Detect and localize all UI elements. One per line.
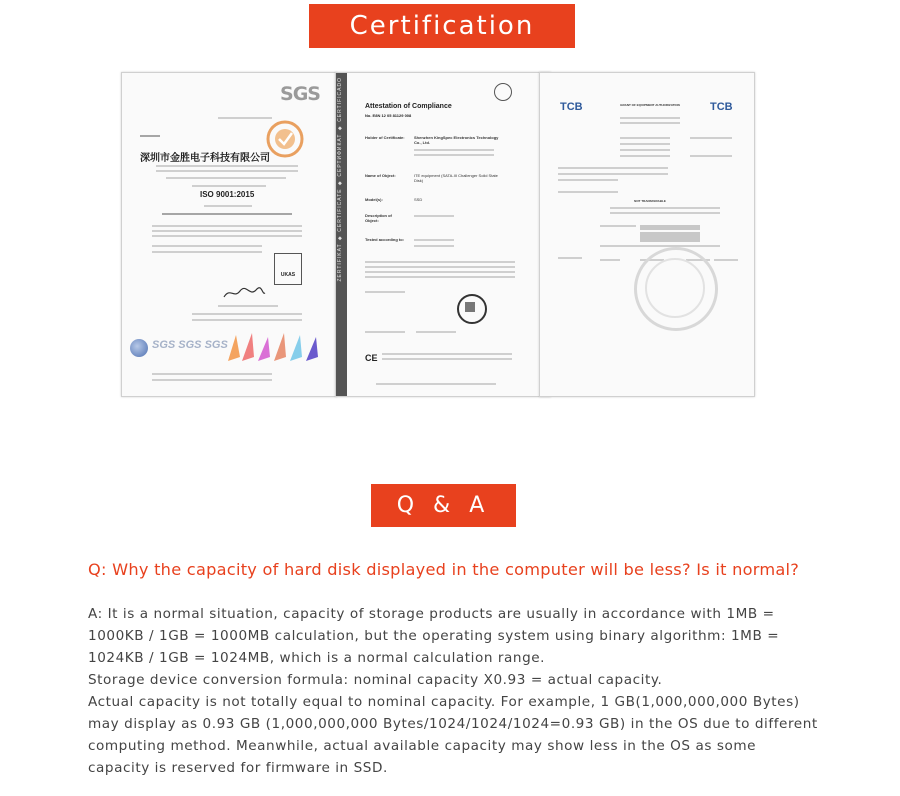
tuv-side-strip: ZERTIFIKAT ◆ CERTIFICATE ◆ СЕРТИФИКАТ ◆ CERTIFICADO xyxy=(336,73,347,396)
tuv-badge-icon xyxy=(494,83,512,101)
object-value: ITE equipment (SATA-III Challenger Solid State Disk) xyxy=(414,173,498,183)
models-label: Model(s): xyxy=(365,197,383,202)
tcb-right-mark: TCB xyxy=(710,101,733,113)
certification-banner: Certification xyxy=(309,4,575,48)
iso-standard: ISO 9001:2015 xyxy=(200,190,255,199)
signature-icon xyxy=(222,285,266,301)
models-value: SSD xyxy=(414,197,423,202)
ukas-mark: UKAS xyxy=(274,253,302,285)
sgs-iso-certificate xyxy=(121,72,337,397)
tested-label: Tested according to: xyxy=(365,237,405,242)
answer-paragraph-2: Storage device conversion formula: nominal capacity X0.93 = actual capacity. xyxy=(88,672,663,688)
sgs-watermark: SGS SGS SGS xyxy=(152,339,228,351)
ce-mark: CE xyxy=(365,353,378,363)
tuv-attestation-certificate xyxy=(335,72,551,397)
tcb-left-mark: TCB xyxy=(560,101,583,113)
answer-block xyxy=(88,603,818,779)
fcc-seal-icon xyxy=(634,247,718,331)
grant-heading: GRANT OF EQUIPMENT AUTHORIZATION xyxy=(620,103,680,107)
object-label: Name of Object: xyxy=(365,173,396,178)
question-text: Q: Why the capacity of hard disk displayed in the computer will be less? Is it normal? xyxy=(88,560,800,579)
holder-label: Holder of Certificate: xyxy=(365,135,405,140)
birds-decoration-icon xyxy=(222,327,322,367)
sgs-stamp-icon xyxy=(265,119,305,159)
globe-icon xyxy=(130,339,148,357)
not-transferable: NOT TRANSFERABLE xyxy=(634,199,666,203)
holder-value: Shenzhen KingSpec Electronics Technology Co., Ltd. xyxy=(414,135,499,145)
answer-paragraph-3: Actual capacity is not totally equal to nominal capacity. For example, 1 GB(1,000,000,000 Bytes) may display as 0.93 GB (1,000,000,000 Bytes/1024/1024/1024=0.93 GB) in the OS due to different computing method. Meanwhile, actual available capacity may show less in the OS as some capacity is reserved for firmware in SSD. xyxy=(88,694,818,776)
description-label: Description of Object: xyxy=(365,213,392,223)
sgs-logo: SGS xyxy=(280,83,320,105)
attestation-title: Attestation of Compliance xyxy=(365,103,452,110)
qa-banner: Q & A xyxy=(371,484,516,527)
tcb-grant-certificate xyxy=(539,72,755,397)
answer-paragraph-1: A: It is a normal situation, capacity of storage products are usually in accordance with 1MB = 1000KB / 1GB = 1000MB calculation, but the operating system using binary algorithm: 1MB = 1024KB / 1GB = 1024MB, which is a normal calculation range. xyxy=(88,606,780,666)
attestation-number: No. E8N 12 05 81129 008 xyxy=(365,113,412,118)
sgs-company-name: 深圳市金胜电子科技有限公司 xyxy=(140,153,270,164)
tuv-seal-icon xyxy=(457,294,487,324)
